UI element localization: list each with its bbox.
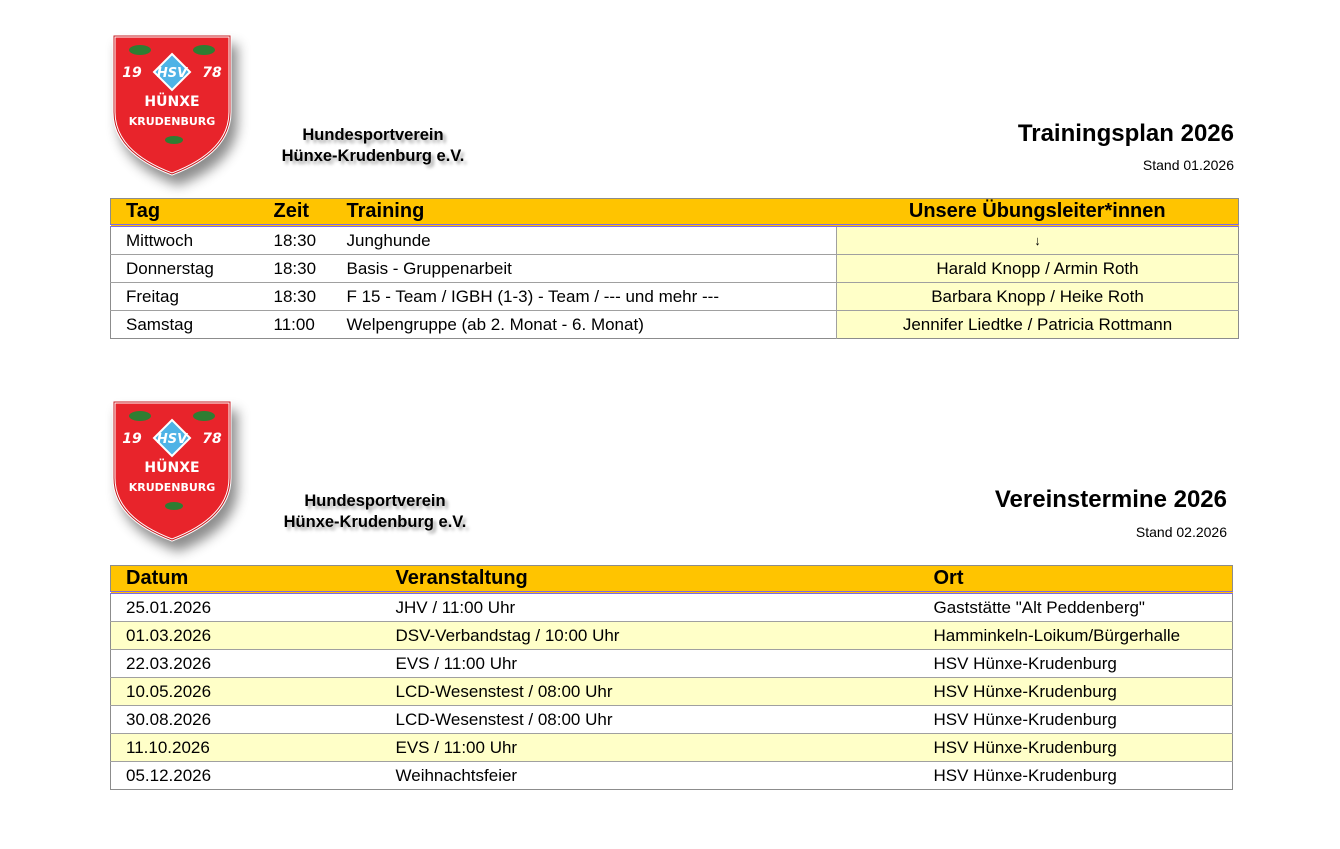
event-date: 10.05.2026 (111, 678, 381, 706)
event-name: DSV-Verbandstag / 10:00 Uhr (381, 622, 919, 650)
training-table (110, 198, 1239, 339)
club-name-line1: Hundesportverein (302, 126, 444, 144)
event-place: HSV Hünxe-Krudenburg (919, 734, 1233, 762)
training-title: Trainingsplan 2026 (1017, 120, 1234, 147)
event-name: LCD-Wesenstest / 08:00 Uhr (381, 706, 919, 734)
event-place: Hamminkeln-Loikum/Bürgerhalle (919, 622, 1233, 650)
event-row (111, 762, 1233, 790)
training-row (111, 311, 1239, 339)
training-name: Junghunde (332, 226, 837, 255)
training-time: 18:30 (259, 255, 332, 283)
event-date: 25.01.2026 (111, 593, 381, 622)
club-name-line2: Hünxe-Krudenburg e.V. (281, 147, 465, 165)
training-day: Freitag (111, 283, 259, 311)
col-header-date: Datum (111, 566, 381, 593)
event-row (111, 734, 1233, 762)
down-arrow-icon: ↓ (837, 226, 1239, 255)
event-date: 30.08.2026 (111, 706, 381, 734)
training-name: Basis - Gruppenarbeit (332, 255, 837, 283)
club-name (258, 125, 488, 167)
event-row (111, 678, 1233, 706)
training-day: Samstag (111, 311, 259, 339)
event-date: 05.12.2026 (111, 762, 381, 790)
club-logo (110, 398, 250, 558)
club-name-line2: Hünxe-Krudenburg e.V. (283, 513, 467, 531)
logo-town1: HÜNXE (144, 460, 200, 476)
events-header-row (111, 566, 1233, 593)
event-place: Gaststätte "Alt Peddenberg" (919, 593, 1233, 622)
event-name: LCD-Wesenstest / 08:00 Uhr (381, 678, 919, 706)
event-name: EVS / 11:00 Uhr (381, 650, 919, 678)
club-logo (110, 32, 250, 192)
events-title: Vereinstermine 2026 (994, 486, 1227, 513)
logo-year-left: 19 (122, 65, 142, 81)
training-day: Mittwoch (111, 226, 259, 255)
logo-town1: HÜNXE (144, 94, 200, 110)
training-time: 18:30 (259, 226, 332, 255)
col-header-place: Ort (919, 566, 1233, 593)
event-place: HSV Hünxe-Krudenburg (919, 706, 1233, 734)
logo-year-left: 19 (122, 431, 142, 447)
col-header-training: Training (332, 199, 837, 226)
event-row (111, 622, 1233, 650)
event-name: JHV / 11:00 Uhr (381, 593, 919, 622)
training-name: Welpengruppe (ab 2. Monat - 6. Monat) (332, 311, 837, 339)
training-header-row (111, 199, 1239, 226)
col-header-day: Tag (111, 199, 259, 226)
event-row (111, 593, 1233, 622)
event-place: HSV Hünxe-Krudenburg (919, 650, 1233, 678)
club-name (260, 491, 490, 533)
training-row (111, 255, 1239, 283)
col-header-event: Veranstaltung (381, 566, 919, 593)
event-row (111, 650, 1233, 678)
col-header-leaders: Unsere Übungsleiter*innen (837, 199, 1239, 226)
logo-town2: KRUDENBURG (128, 115, 216, 128)
event-date: 01.03.2026 (111, 622, 381, 650)
event-date: 22.03.2026 (111, 650, 381, 678)
training-name: F 15 - Team / IGBH (1-3) - Team / --- und mehr --- (332, 283, 837, 311)
events-table (110, 565, 1233, 790)
col-header-time: Zeit (259, 199, 332, 226)
logo-town2: KRUDENBURG (128, 481, 216, 494)
events-stand: Stand 02.2026 (1135, 524, 1227, 540)
event-name: EVS / 11:00 Uhr (381, 734, 919, 762)
training-time: 11:00 (259, 311, 332, 339)
logo-abbr: HSV (156, 66, 188, 81)
event-name: Weihnachtsfeier (381, 762, 919, 790)
event-place: HSV Hünxe-Krudenburg (919, 678, 1233, 706)
training-day: Donnerstag (111, 255, 259, 283)
training-leaders: Barbara Knopp / Heike Roth (837, 283, 1239, 311)
training-time: 18:30 (259, 283, 332, 311)
training-row (111, 226, 1239, 255)
event-row (111, 706, 1233, 734)
training-row (111, 283, 1239, 311)
training-leaders: Harald Knopp / Armin Roth (837, 255, 1239, 283)
logo-year-right: 78 (202, 431, 222, 447)
logo-year-right: 78 (202, 65, 222, 81)
event-place: HSV Hünxe-Krudenburg (919, 762, 1233, 790)
training-leaders: Jennifer Liedtke / Patricia Rottmann (837, 311, 1239, 339)
event-date: 11.10.2026 (111, 734, 381, 762)
club-name-line1: Hundesportverein (304, 492, 446, 510)
training-stand: Stand 01.2026 (1142, 157, 1234, 173)
logo-abbr: HSV (156, 432, 188, 447)
